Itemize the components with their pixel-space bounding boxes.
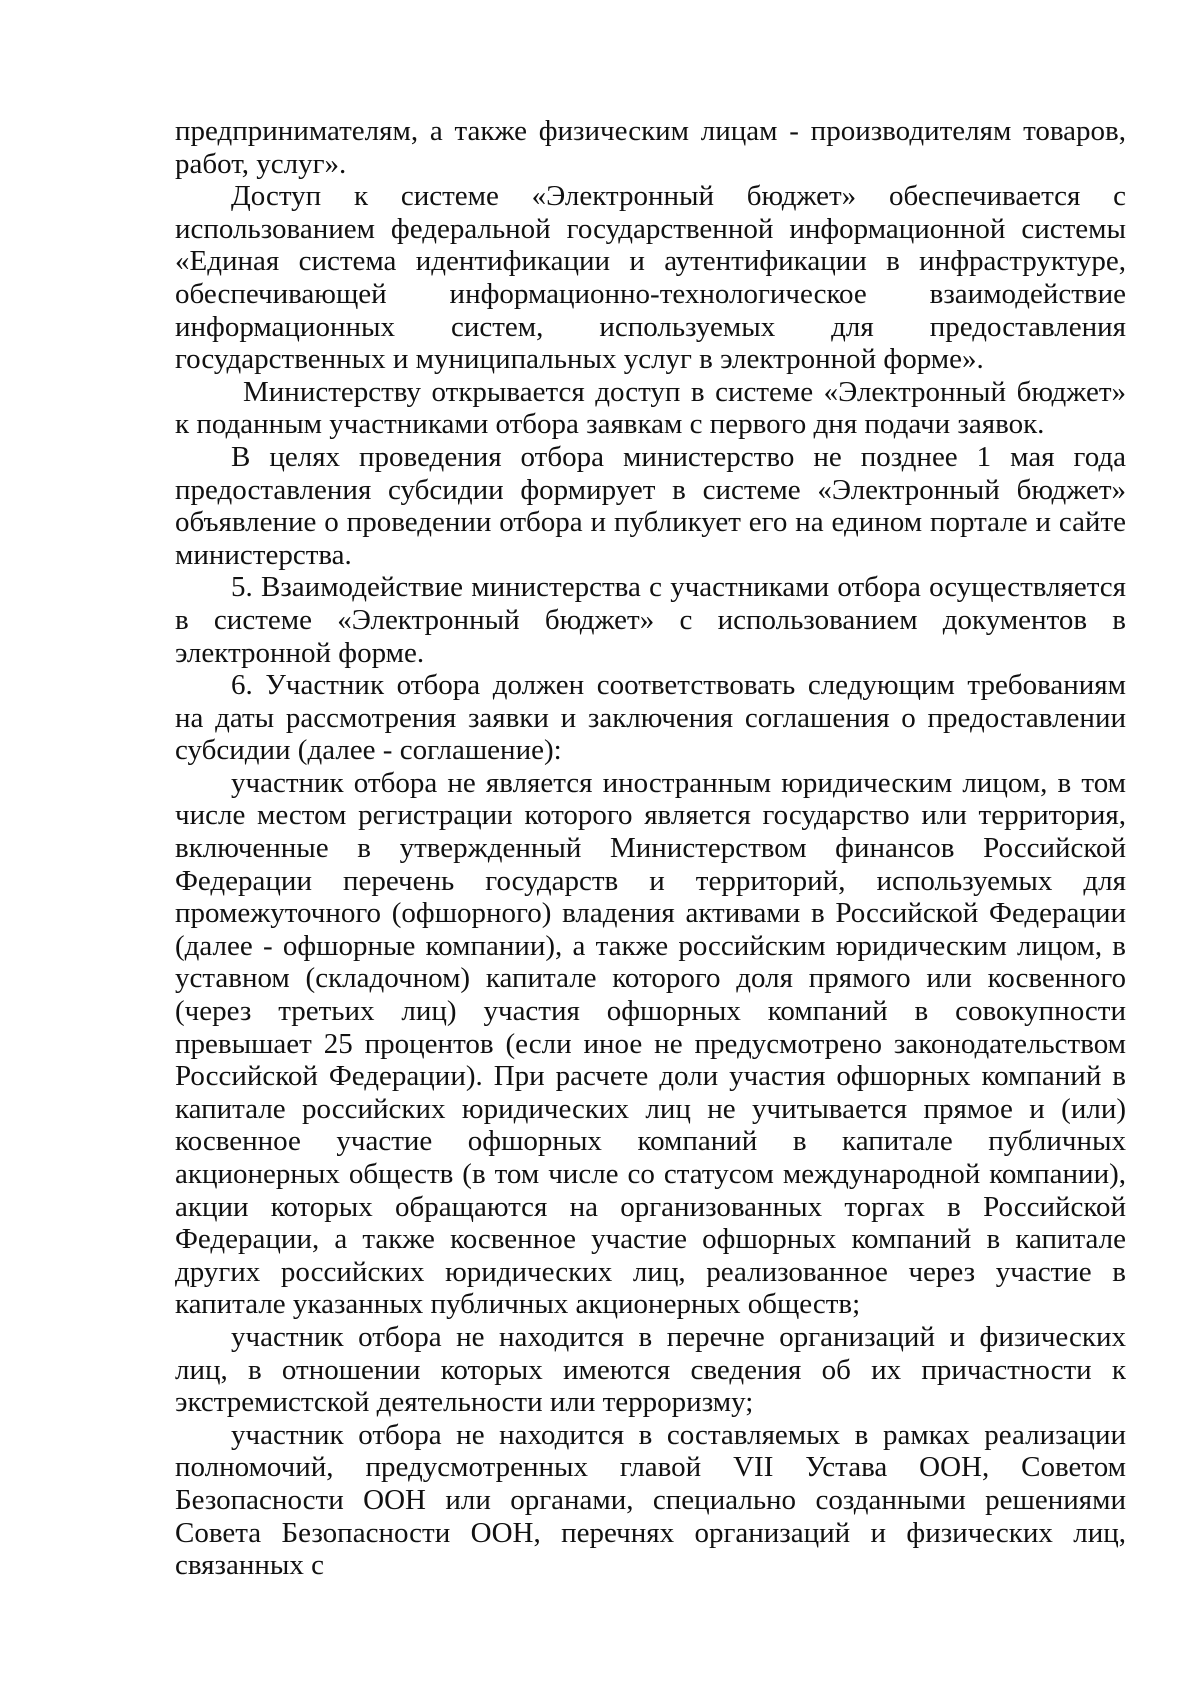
paragraph-extremism-requirement: участник отбора не находится в перечне организаций и физических лиц, в отношении которых имеются сведения об их причастности к экстремистской деятельности или терроризму; — [175, 1320, 1126, 1419]
paragraph-announcement: В целях проведения отбора министерство не позднее 1 мая года предоставления субсидии формирует в системе «Электронный бюджет» объявление о проведении отбора и публикует его на едином портале и сайте министерства. — [175, 440, 1126, 571]
paragraph-item-6: 6. Участник отбора должен соответствовать следующим требованиям на даты рассмотрения заявки и заключения соглашения о предоставлении субсидии (далее - соглашение): — [175, 669, 1126, 767]
paragraph-access-esia: Доступ к системе «Электронный бюджет» обеспечивается с использованием федеральной государственной информационной системы «Единая система идентификации и аутентификации в инфраструктуре, обеспечивающей информационно-технологическое взаимодействие информационных систем, используемых для предоставления государственных и муниципальных услуг в электронной форме». — [175, 180, 1126, 376]
paragraph-item-5: 5. Взаимодействие министерства с участниками отбора осуществляется в системе «Электронный бюджет» с использованием документов в электронной форме. — [175, 571, 1126, 669]
paragraph-ministry-access: Министерству открывается доступ в системе «Электронный бюджет» к поданным участниками отбора заявкам с первого дня подачи заявок. — [175, 375, 1126, 441]
paragraph-offshore-requirement: участник отбора не является иностранным юридическим лицом, в том числе местом регистрации которого является государство или территория, включенные в утвержденный Министерством финансов Российской Федерации перечень государств и территорий, используемых для промежуточного (офшорного) владения активами в Российской Федерации (далее - офшорные компании), а также российским юридическим лицом, в уставном (складочном) капитале которого доля прямого или косвенного (через третьих лиц) участия офшорных компаний в совокупности превышает 25 процентов (если иное не предусмотрено законодательством Российской Федерации). При расчете доли участия офшорных компаний в капитале российских юридических лиц не учитывается прямое и (или) косвенное участие офшорных компаний в капитале публичных акционерных обществ (в том числе со статусом международной компании), акции которых обращаются на организованных торгах в Российской Федерации, а также косвенное участие офшорных компаний в капитале других российских юридических лиц, реализованное через участие в капитале указанных публичных акционерных обществ; — [175, 766, 1126, 1321]
paragraph-un-lists-requirement: участник отбора не находится в составляемых в рамках реализации полномочий, предусмотренных главой VII Устава ООН, Советом Безопасности ООН или органами, специально созданными решениями Совета Безопасности ООН, перечнях организаций и физических лиц, связанных с — [175, 1418, 1126, 1582]
paragraph-continuation: предпринимателям, а также физическим лицам - производителям товаров, работ, услуг». — [175, 115, 1126, 180]
document-body — [175, 115, 1126, 1582]
